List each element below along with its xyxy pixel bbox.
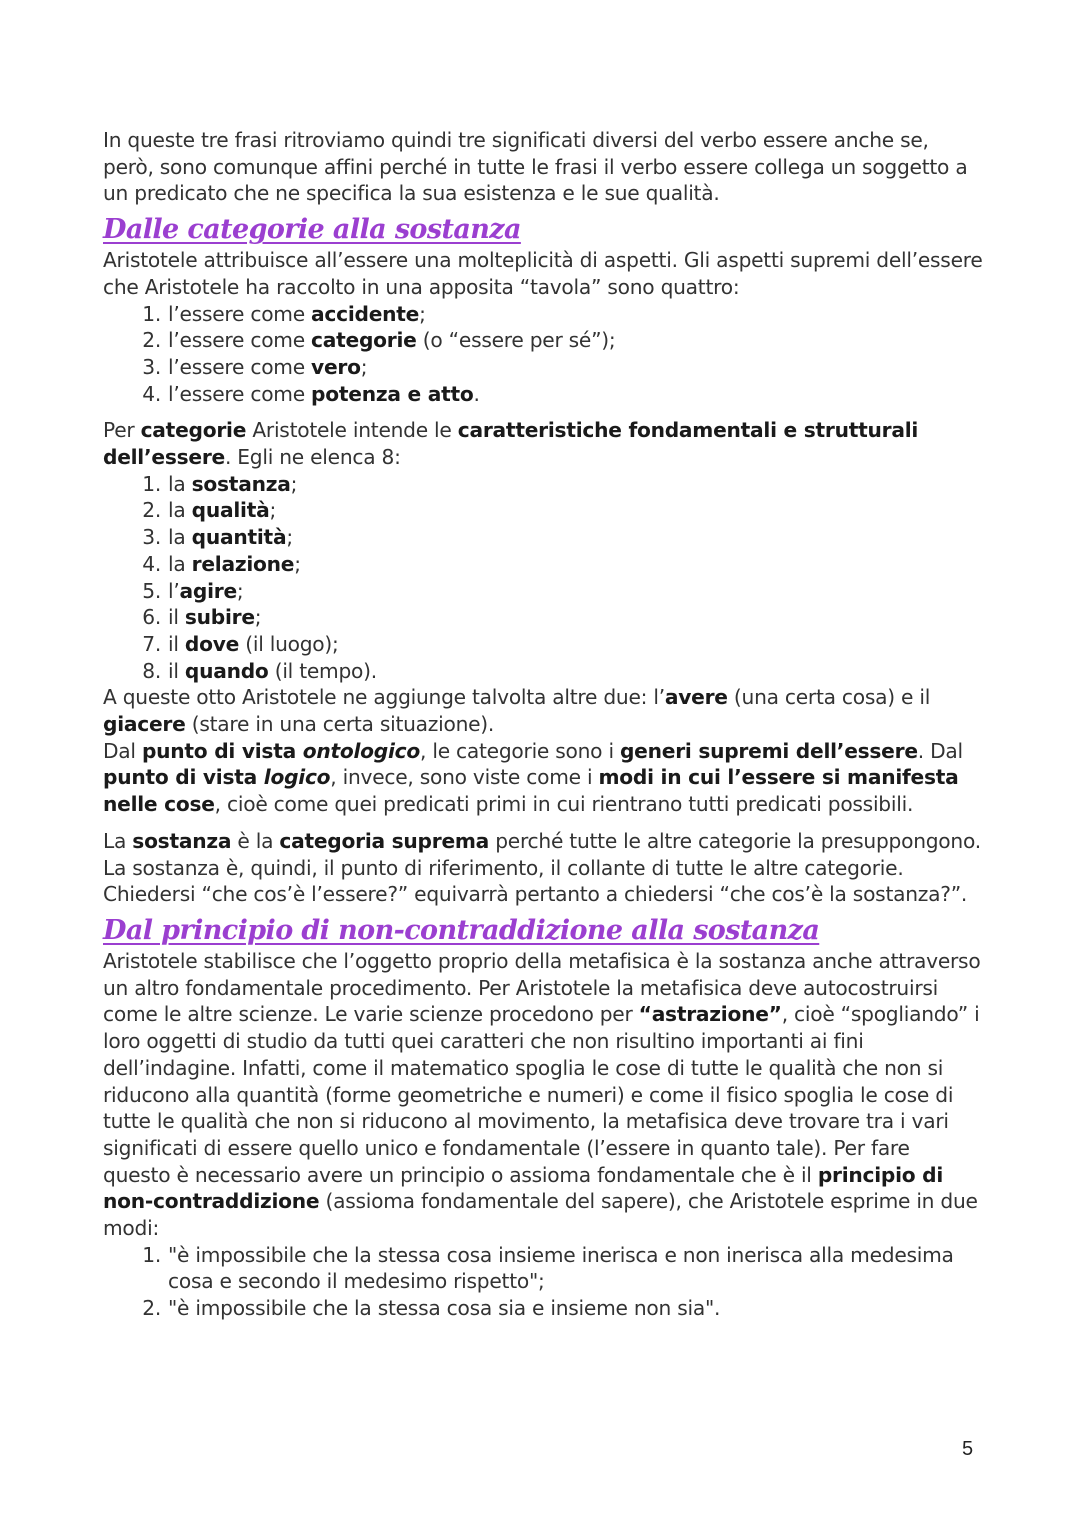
list-item: 1. "è impossibile che la stessa cosa insieme inerisca e non inerisca alla medesima cosa e secondo il medesimo rispetto";: [142, 1242, 954, 1294]
additional-categories-paragraph: A queste otto Aristotele ne aggiunge talvolta altre due: l’avere (una certa cosa) e il giacere (stare in una certa situazione).: [103, 685, 931, 737]
list-item: 2. la qualità;: [142, 498, 277, 523]
categories-intro-paragraph: Per categorie Aristotele intende le caratteristiche fondamentali e strutturali dell’essere. Egli ne elenca 8:: [103, 418, 919, 470]
list-item: 2. "è impossibile che la stessa cosa sia e insieme non sia".: [142, 1296, 721, 1321]
metaphysics-paragraph: Aristotele stabilisce che l’oggetto proprio della metafisica è la sostanza anche attraverso un altro fondamentale procedimento. Per Aristotele la metafisica deve autocostruirsi come le altre scienze. Le varie scienze procedono per “astrazione”, cioè “spogliando” i loro oggetti di studio da tutti quei caratteri che non risultino importanti ai fini dell’indagine. Infatti, come il matematico spoglia le cose di tutte le qualità che non si riducono alla quantità (forme geometriche e numeri) e come il fisico spoglia le cose di tutte le qualità che non si riducono al movimento, la metafisica deve trovare tra i vari significati di essere quello unico e fondamentale (l’essere in quanto tale). Per fare questo è necessario avere un principio o assioma fondamentale che è il principio di non-contraddizione (assioma fondamentale del sapere), che Aristotele esprime in due modi:: [103, 948, 981, 1241]
list-item: 5. l’agire;: [142, 578, 244, 603]
list-item: 3. l’essere come vero;: [142, 354, 368, 379]
principle-modes-list: [103, 1242, 983, 1322]
list-item: 1. la sostanza;: [142, 471, 298, 496]
document-page: [103, 127, 983, 1322]
list-item: 8. il quando (il tempo).: [142, 658, 377, 683]
page-number: 5: [962, 1438, 974, 1460]
list-item: 4. la relazione;: [142, 551, 301, 576]
list-item: 3. la quantità;: [142, 525, 293, 550]
intro-paragraph: In queste tre frasi ritroviamo quindi tre significati diversi del verbo essere anche se, però, sono comunque affini perché in tutte le frasi il verbo essere collega un soggetto a un predicato che ne specifica la sua esistenza e le sue qualità.: [103, 128, 968, 206]
list-item: 4. l’essere come potenza e atto.: [142, 381, 480, 406]
list-item: 6. il subire;: [142, 605, 262, 630]
list-item: 7. il dove (il luogo);: [142, 631, 339, 656]
list-item: 1. l’essere come accidente;: [142, 301, 426, 326]
section-heading-categories: Dalle categorie alla sostanza: [103, 214, 521, 246]
ontological-logical-paragraph: Dal punto di vista ontologico, le categorie sono i generi supremi dell’essere. Dal punto di vista logico, invece, sono viste come i modi in cui l’essere si manifesta nelle cose, cioè come quei predicati primi in cui rientrano tutti predicati possibili.: [103, 738, 963, 817]
substance-paragraph: La sostanza è la categoria suprema perché tutte le altre categorie la presuppongono. La sostanza è, quindi, il punto di riferimento, il collante di tutte le altre categorie. Chiedersi “che cos’è l’essere?” equivarrà pertanto a chiedersi “che cos’è la sostanza?”.: [103, 828, 981, 907]
aspects-list: [103, 301, 983, 408]
list-item: 2. l’essere come categorie (o “essere per sé”);: [142, 328, 616, 353]
section-heading-non-contradiction: Dal principio di non-contraddizione alla sostanza: [103, 914, 820, 946]
aspects-intro-paragraph: Aristotele attribuisce all’essere una molteplicità di aspetti. Gli aspetti supremi dell’essere che Aristotele ha raccolto in una apposita “tavola” sono quattro:: [103, 248, 983, 299]
categories-list: [103, 471, 983, 685]
